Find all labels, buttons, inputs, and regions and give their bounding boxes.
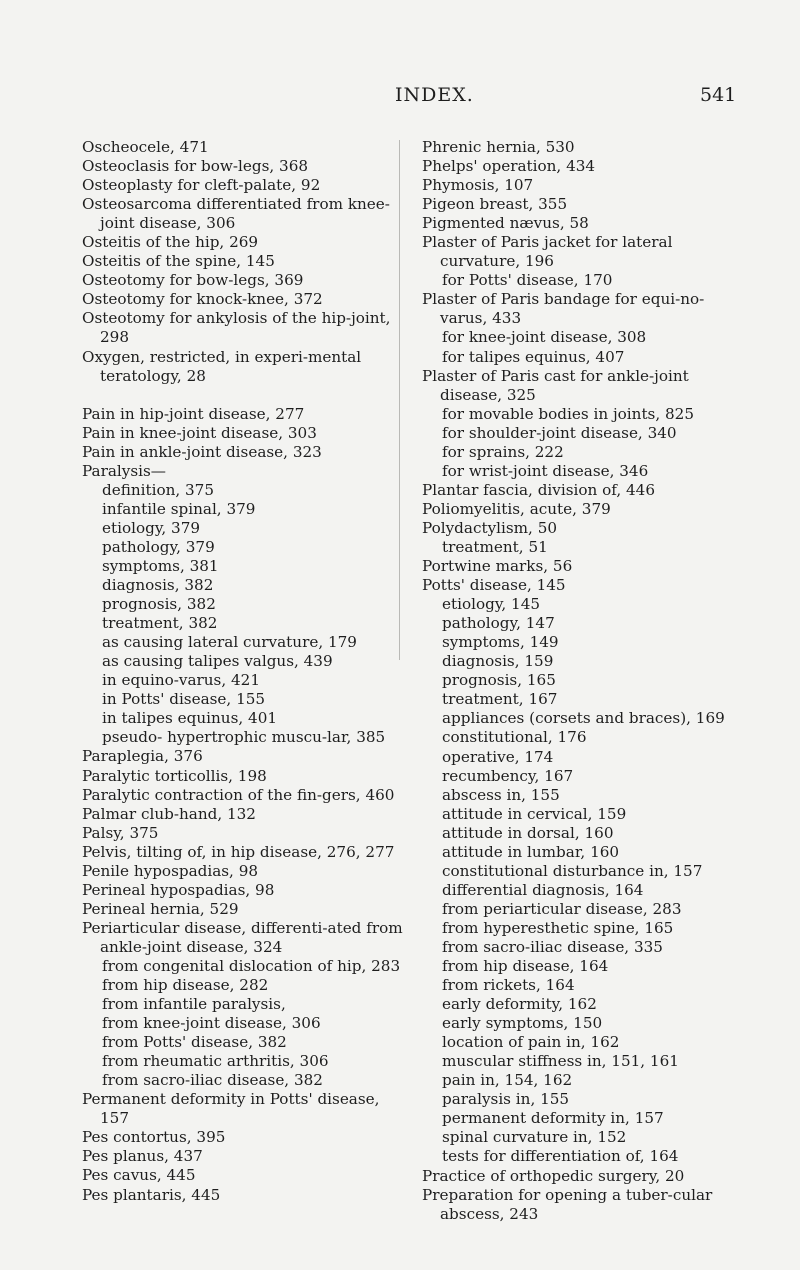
index-subentry: from knee-joint disease, 306 [102,1014,321,1033]
index-subentry: in talipes equinus, 401 [102,709,278,728]
index-subentry: for knee-joint disease, 308 [442,328,647,347]
index-entry: Preparation for opening a tuber-cular abscess, 243 [422,1185,713,1223]
page-title: INDEX. [395,84,474,106]
index-subentry: pathology, 147 [442,614,555,633]
index-subentry: from sacro-iliac disease, 335 [442,937,663,956]
index-subentry: etiology, 379 [102,518,201,537]
index-entry: Pain in hip-joint disease, 277 [82,404,305,423]
index-subentry: for shoulder-joint disease, 340 [442,423,677,442]
index-entry: Osteotomy for knock-knee, 372 [82,290,323,309]
index-subentry: from hyperesthetic spine, 165 [442,918,674,937]
index-subentry: diagnosis, 159 [442,652,554,671]
index-subentry: constitutional, 176 [442,728,587,747]
index-subentry: differential diagnosis, 164 [442,880,644,899]
index-subentry: constitutional disturbance in, 157 [442,861,703,880]
index-entry: Pigeon breast, 355 [422,195,568,214]
index-entry: Pigmented nævus, 58 [422,214,589,233]
index-subentry: from infantile paralysis, [102,995,286,1014]
index-subentry: location of pain in, 162 [442,1033,620,1052]
index-entry: Paralysis— [82,461,166,480]
index-entry: Periarticular disease, differenti-ated from ankle-joint disease, 324 [82,918,403,956]
index-entry: Phrenic hernia, 530 [422,138,575,156]
index-entry: Osteosarcoma differentiated from knee-joint disease, 306 [82,195,390,233]
index-subentry: infantile spinal, 379 [102,499,256,518]
left-column [82,138,407,1205]
index-entry: Penile hypospadias, 98 [82,861,259,880]
index-subentry: pain in, 154, 162 [442,1071,573,1090]
index-subentry: symptoms, 149 [442,633,559,652]
index-entry: Pes cavus, 445 [82,1166,196,1185]
index-subentry: treatment, 382 [102,614,218,633]
right-column [422,138,747,1224]
index-entry: Osteoclasis for bow-legs, 368 [82,157,309,176]
index-subentry: in Potts' disease, 155 [102,690,266,709]
index-entry: Perineal hernia, 529 [82,899,239,918]
index-subentry: from periarticular disease, 283 [442,899,682,918]
page-number: 541 [700,84,737,106]
index-subentry: diagnosis, 382 [102,576,214,595]
index-subentry: from rickets, 164 [442,976,575,995]
index-entry: Pain in ankle-joint disease, 323 [82,442,322,461]
index-entry: Osteotomy for ankylosis of the hip-joint, 298 [82,309,391,347]
index-entry: Pes planus, 437 [82,1147,203,1166]
index-entry: Oscheocele, 471 [82,138,209,156]
index-entry: Plaster of Paris cast for ankle-joint disease, 325 [422,366,689,404]
index-subentry: as causing talipes valgus, 439 [102,652,333,671]
index-entry: Phymosis, 107 [422,176,534,195]
index-subentry: pathology, 379 [102,537,215,556]
index-subentry: prognosis, 165 [442,671,556,690]
index-entry: Paralytic contraction of the fin-gers, 460 [82,785,395,804]
index-subentry: muscular stiffness in, 151, 161 [442,1052,679,1071]
index-entry: Practice of orthopedic surgery, 20 [422,1166,685,1185]
index-subentry: for wrist-joint disease, 346 [442,461,649,480]
index-entry: Palsy, 375 [82,823,159,842]
index-subentry: from congenital dislocation of hip, 283 [102,956,401,975]
index-subentry: prognosis, 382 [102,595,216,614]
index-entry: Pain in knee-joint disease, 303 [82,423,317,442]
index-entry: Osteoplasty for cleft-palate, 92 [82,176,321,195]
index-entry: Poliomyelitis, acute, 379 [422,499,611,518]
index-subentry: for sprains, 222 [442,442,564,461]
index-entry: Plantar fascia, division of, 446 [422,480,655,499]
index-subentry: as causing lateral curvature, 179 [102,633,357,652]
index-subentry: operative, 174 [442,747,554,766]
index-subentry: spinal curvature in, 152 [442,1128,627,1147]
index-subentry: tests for differentiation of, 164 [442,1147,679,1166]
index-entry: Palmar club-hand, 132 [82,804,256,823]
index-subentry: from Potts' disease, 382 [102,1033,287,1052]
index-entry: Pes contortus, 395 [82,1128,226,1147]
index-subentry: attitude in lumbar, 160 [442,842,620,861]
index-subentry: recumbency, 167 [442,766,574,785]
index-entry: Oxygen, restricted, in experi-mental teratology, 28 [82,347,362,385]
index-entry: Phelps' operation, 434 [422,157,596,176]
index-subentry: treatment, 167 [442,690,558,709]
index-subentry: from rheumatic arthritis, 306 [102,1052,329,1071]
index-subentry: paralysis in, 155 [442,1090,570,1109]
index-subentry: for movable bodies in joints, 825 [442,404,694,423]
index-entry: Plaster of Paris bandage for equi-no-varus, 433 [422,290,705,328]
index-entry: Pes plantaris, 445 [82,1185,221,1204]
index-subentry: etiology, 145 [442,595,541,614]
index-subentry: early deformity, 162 [442,995,597,1014]
index-subentry: from hip disease, 282 [102,976,269,995]
index-entry: Paralytic torticollis, 198 [82,766,267,785]
index-subentry: symptoms, 381 [102,556,219,575]
index-subentry: pseudo- hypertrophic muscu-lar, 385 [102,728,386,747]
index-entry: Osteitis of the spine, 145 [82,252,275,271]
index-subentry: permanent deformity in, 157 [442,1109,664,1128]
index-entry: Portwine marks, 56 [422,557,573,576]
index-entry: Pelvis, tilting of, in hip disease, 276, 277 [82,842,395,861]
index-subentry: abscess in, 155 [442,785,560,804]
index-subentry: from hip disease, 164 [442,957,609,976]
index-entry: Paraplegia, 376 [82,747,203,766]
index-subentry: attitude in cervical, 159 [442,804,627,823]
index-entry: Potts' disease, 145 [422,576,566,595]
index-subentry: treatment, 51 [442,537,548,556]
index-subentry: attitude in dorsal, 160 [442,823,614,842]
index-entry: Polydactylism, 50 [422,518,558,537]
index-entry: Osteitis of the hip, 269 [82,233,259,252]
index-entry: Perineal hypospadias, 98 [82,880,275,899]
page-header [0,84,800,112]
index-subentry: for Potts' disease, 170 [442,271,613,290]
index-entry: Plaster of Paris jacket for lateral curvature, 196 [422,233,673,271]
index-subentry: definition, 375 [102,480,215,499]
index-subentry: in equino-varus, 421 [102,671,260,690]
index-subentry: early symptoms, 150 [442,1014,603,1033]
index-subentry: appliances (corsets and braces), 169 [442,709,725,728]
index-subentry: from sacro-iliac disease, 382 [102,1071,323,1090]
index-subentry: for talipes equinus, 407 [442,347,625,366]
index-entry: Osteotomy for bow-legs, 369 [82,271,304,290]
index-entry: Permanent deformity in Potts' disease, 157 [82,1090,380,1128]
